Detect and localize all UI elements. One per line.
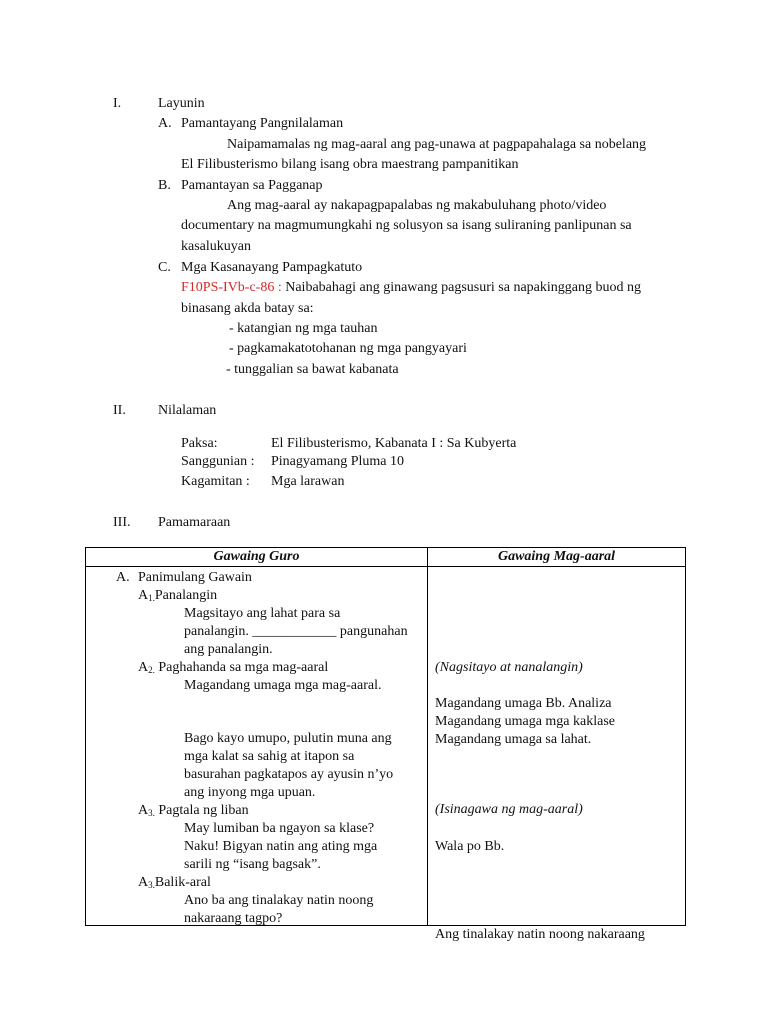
part-letter-a: A. (116, 570, 130, 585)
competency-line-2: binasang akda batay sa: (181, 301, 314, 316)
cleanup-line-1: Bago kayo umupo, pulutin muna ang (184, 731, 392, 746)
section-title-objectives: Layunin (158, 96, 205, 111)
student-response-attendance: Wala po Bb. (435, 839, 505, 854)
competency-code: F10PS-IVb-c-86 : (181, 280, 282, 295)
greeting-line: Magandang umaga mga mag-aaral. (184, 678, 382, 693)
section-number-2: II. (113, 403, 126, 418)
subsection-title-content-standard: Pamantayang Pangnilalaman (181, 116, 344, 131)
cleanup-line-4: ang inyong mga upuan. (184, 785, 316, 800)
content-value-topic: El Filibusterismo, Kabanata I : Sa Kubyerta (271, 436, 517, 451)
content-standard-line-2: El Filibusterismo bilang isang obra maestrang pampanitikan (181, 157, 519, 172)
subsection-title-learning-competencies: Mga Kasanayang Pampagkatuto (181, 260, 363, 275)
attendance-line-1: May lumiban ba ngayon sa klase? (184, 821, 375, 836)
student-response-cleanup: (Isinagawa ng mag-aaral) (435, 802, 583, 817)
step-a4-title: $A_{3.}Balik$-aral (138, 875, 211, 890)
performance-standard-line-2: documentary na magmumungkahi ng solusyon sa isang suliraning panlipunan sa (181, 218, 632, 233)
section-number-3: III. (113, 515, 131, 530)
prayer-line-1: Magsitayo ang lahat para sa (184, 606, 341, 621)
section-title-content: Nilalaman (158, 403, 217, 418)
content-value-materials: Mga larawan (271, 474, 345, 489)
subsection-title-performance-standard: Pamantayan sa Pagganap (181, 178, 323, 193)
teacher-activity-cell (86, 567, 428, 926)
review-line-1: Ano ba ang tinalakay natin noong (184, 893, 374, 908)
step-a3-title: $A_{3.}$ Pagtala ng liban (138, 803, 249, 818)
procedure-table (85, 547, 686, 942)
student-response-greeting-1: Magandang umaga Bb. Analiza (435, 696, 612, 711)
subsection-letter-c: C. (158, 260, 171, 275)
competency-bullet-3: - tunggalian sa bawat kabanata (226, 362, 399, 377)
competency-bullet-1: - katangian ng mga tauhan (229, 321, 378, 336)
student-response-review: Ang tinalakay natin noong nakaraang (435, 927, 645, 942)
content-value-reference: Pinagyamang Pluma 10 (271, 454, 404, 469)
attendance-line-3: sarili ng “isang bagsak”. (184, 857, 321, 872)
header-student-activity: Gawaing Mag-aaral (428, 548, 686, 567)
prayer-line-3: ang panalangin. (184, 642, 273, 657)
competency-text: Naibabahagi ang ginawang pagsusuri sa napakinggang buod ng (281, 280, 641, 295)
section-title-procedure: Pamamaraan (158, 515, 231, 530)
performance-standard-line-3: kasalukuyan (181, 239, 251, 254)
part-title-preliminary: Panimulang Gawain (138, 570, 252, 585)
attendance-line-2: Naku! Bigyan natin ang ating mga (184, 839, 378, 854)
table-row (86, 567, 686, 926)
section-number-1: I. (113, 96, 122, 111)
step-a1-title: $A_{1.}Panalangin$ (138, 588, 218, 603)
content-label-reference: Sanggunian : (181, 454, 255, 469)
content-label-materials: Kagamitan : (181, 474, 250, 489)
prayer-line-2: panalangin. ____________ pangunahan (184, 624, 408, 639)
table-header-row (86, 548, 686, 567)
competency-bullet-2: - pagkamakatotohanan ng mga pangyayari (229, 341, 467, 356)
cleanup-line-2: mga kalat sa sahig at itapon sa (184, 749, 355, 764)
subsection-letter-a: A. (158, 116, 172, 131)
header-teacher-activity: Gawaing Guro (86, 548, 428, 567)
step-a2-title: $A_{2.}$ Paghahanda sa mga mag-aaral (138, 660, 329, 675)
performance-standard-line-1: Ang mag-aaral ay nakapagpapalabas ng makabuluhang photo/video (227, 198, 607, 213)
student-response-greeting-2: Magandang umaga mga kaklase (435, 714, 615, 729)
cleanup-line-3: basurahan pagkatapos ay ayusin n’yo (184, 767, 394, 782)
student-response-prayer: (Nagsitayo at nanalangin) (435, 660, 583, 675)
content-label-topic: Paksa: (181, 436, 218, 451)
competency-line-1 (181, 278, 641, 299)
content-standard-line-1: Naipamamalas ng mag-aaral ang pag-unawa at pagpapahalaga sa nobelang (227, 137, 647, 152)
review-line-2: nakaraang tagpo? (184, 911, 283, 926)
subsection-letter-b: B. (158, 178, 171, 193)
student-activity-cell (428, 567, 686, 942)
student-response-greeting-3: Magandang umaga sa lahat. (435, 732, 592, 747)
